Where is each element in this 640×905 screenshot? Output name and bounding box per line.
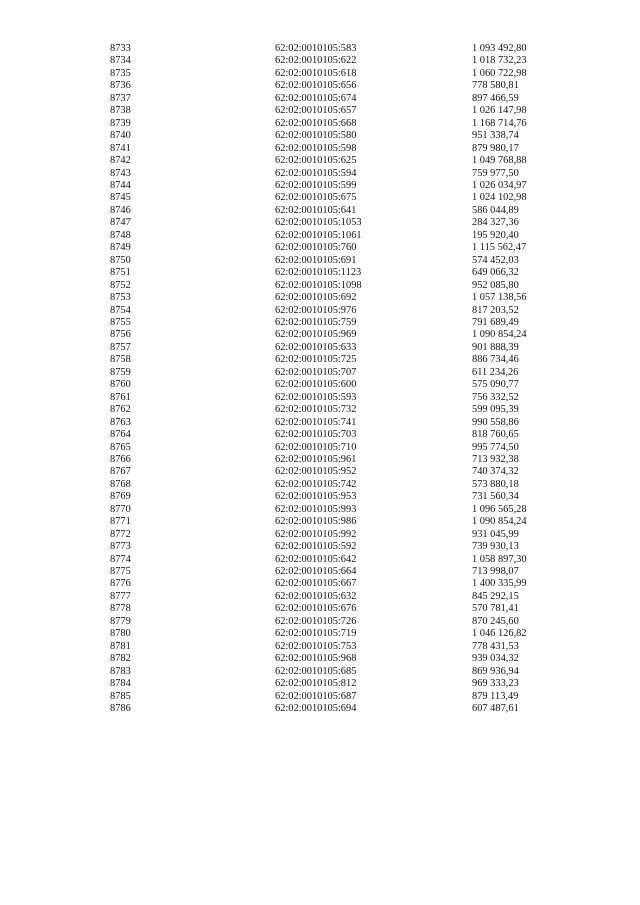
row-number-cell: 8786 — [110, 703, 131, 715]
table-row — [110, 280, 562, 292]
cadastral-number-cell: 62:02:0010105:676 — [275, 603, 357, 615]
row-number-cell: 8769 — [110, 491, 131, 503]
cadastral-number-cell: 62:02:0010105:725 — [275, 354, 357, 366]
cadastral-number-cell: 62:02:0010105:1098 — [275, 279, 362, 291]
row-number-cell: 8755 — [110, 316, 131, 328]
row-number-cell: 8739 — [110, 117, 131, 129]
cadastral-number-cell: 62:02:0010105:618 — [275, 67, 357, 79]
cadastral-value-cell: 1 060 722,98 — [472, 67, 527, 79]
row-number-cell: 8781 — [110, 640, 131, 652]
cadastral-value-cell: 586 044,89 — [472, 204, 519, 216]
row-number-cell: 8783 — [110, 665, 131, 677]
cadastral-number-cell: 62:02:0010105:675 — [275, 192, 357, 204]
cadastral-value-cell: 791 689,49 — [472, 316, 519, 328]
table-row — [110, 192, 562, 204]
row-number-cell: 8737 — [110, 92, 131, 104]
table-row — [110, 653, 562, 665]
cadastral-value-cell: 739 930,13 — [472, 541, 519, 553]
cadastral-value-cell: 817 203,52 — [472, 304, 519, 316]
cadastral-number-cell: 62:02:0010105:580 — [275, 130, 357, 142]
row-number-cell: 8782 — [110, 653, 131, 665]
table-row — [110, 80, 562, 92]
row-number-cell: 8778 — [110, 603, 131, 615]
row-number-cell: 8754 — [110, 304, 131, 316]
row-number-cell: 8743 — [110, 167, 131, 179]
row-number-cell: 8747 — [110, 217, 131, 229]
cadastral-value-cell: 607 487,61 — [472, 703, 519, 715]
cadastral-number-cell: 62:02:0010105:641 — [275, 204, 357, 216]
cadastral-value-cell: 740 374,32 — [472, 466, 519, 478]
cadastral-number-cell: 62:02:0010105:674 — [275, 92, 357, 104]
cadastral-value-cell: 845 292,15 — [472, 590, 519, 602]
cadastral-value-cell: 1 018 732,23 — [472, 55, 527, 67]
cadastral-number-cell: 62:02:0010105:710 — [275, 441, 357, 453]
row-number-cell: 8744 — [110, 179, 131, 191]
row-number-cell: 8766 — [110, 453, 131, 465]
cadastral-value-cell: 879 980,17 — [472, 142, 519, 154]
cadastral-number-cell: 62:02:0010105:952 — [275, 466, 357, 478]
row-number-cell: 8785 — [110, 690, 131, 702]
cadastral-number-cell: 62:02:0010105:667 — [275, 578, 357, 590]
row-number-cell: 8736 — [110, 80, 131, 92]
cadastral-number-cell: 62:02:0010105:1061 — [275, 229, 362, 241]
cadastral-number-cell: 62:02:0010105:993 — [275, 503, 357, 515]
row-number-cell: 8745 — [110, 192, 131, 204]
table-row — [110, 379, 562, 391]
cadastral-number-cell: 62:02:0010105:719 — [275, 628, 357, 640]
row-number-cell: 8741 — [110, 142, 131, 154]
table-row — [110, 591, 562, 603]
cadastral-number-cell: 62:02:0010105:664 — [275, 566, 357, 578]
cadastral-number-cell: 62:02:0010105:625 — [275, 155, 357, 167]
cadastral-number-cell: 62:02:0010105:759 — [275, 316, 357, 328]
row-number-cell: 8774 — [110, 553, 131, 565]
table-row — [110, 516, 562, 528]
table-row — [110, 205, 562, 217]
cadastral-number-cell: 62:02:0010105:961 — [275, 453, 357, 465]
cadastral-number-cell: 62:02:0010105:741 — [275, 416, 357, 428]
table-row — [110, 93, 562, 105]
cadastral-number-cell: 62:02:0010105:583 — [275, 43, 357, 54]
row-number-cell: 8750 — [110, 254, 131, 266]
table-row — [110, 529, 562, 541]
cadastral-value-cell: 778 580,81 — [472, 80, 519, 92]
cadastral-number-cell: 62:02:0010105:687 — [275, 690, 357, 702]
cadastral-number-cell: 62:02:0010105:592 — [275, 541, 357, 553]
cadastral-number-cell: 62:02:0010105:969 — [275, 329, 357, 341]
table-row — [110, 554, 562, 566]
cadastral-number-cell: 62:02:0010105:685 — [275, 665, 357, 677]
table-row — [110, 479, 562, 491]
row-number-cell: 8777 — [110, 590, 131, 602]
cadastral-number-cell: 62:02:0010105:707 — [275, 366, 357, 378]
cadastral-value-cell: 1 049 768,88 — [472, 155, 527, 167]
cadastral-value-cell: 931 045,99 — [472, 528, 519, 540]
row-number-cell: 8738 — [110, 105, 131, 117]
table-row — [110, 442, 562, 454]
cadastral-value-cell: 1 024 102,98 — [472, 192, 527, 204]
table-row — [110, 55, 562, 67]
cadastral-value-cell: 952 085,80 — [472, 279, 519, 291]
cadastral-value-cell: 570 781,41 — [472, 603, 519, 615]
cadastral-value-cell: 575 090,77 — [472, 379, 519, 391]
cadastral-number-cell: 62:02:0010105:633 — [275, 341, 357, 353]
table-row — [110, 230, 562, 242]
table-row — [110, 329, 562, 341]
cadastral-value-cell: 573 880,18 — [472, 478, 519, 490]
cadastral-number-cell: 62:02:0010105:598 — [275, 142, 357, 154]
cadastral-value-cell: 1 057 138,56 — [472, 292, 527, 304]
cadastral-value-cell: 969 333,23 — [472, 678, 519, 690]
cadastral-value-cell: 879 113,49 — [472, 690, 519, 702]
row-number-cell: 8762 — [110, 404, 131, 416]
table-row — [110, 641, 562, 653]
table-row — [110, 168, 562, 180]
cadastral-number-cell: 62:02:0010105:668 — [275, 117, 357, 129]
row-number-cell: 8733 — [110, 43, 131, 54]
table-body — [110, 43, 562, 715]
row-number-cell: 8740 — [110, 130, 131, 142]
table-row — [110, 43, 562, 55]
table-row — [110, 217, 562, 229]
table-row — [110, 466, 562, 478]
table-row — [110, 180, 562, 192]
cadastral-value-cell: 195 920,40 — [472, 229, 519, 241]
cadastral-value-cell: 951 338,74 — [472, 130, 519, 142]
cadastral-value-cell: 901 888,39 — [472, 341, 519, 353]
cadastral-value-cell: 756 332,52 — [472, 391, 519, 403]
cadastral-value-cell: 1 058 897,30 — [472, 553, 527, 565]
table-row — [110, 566, 562, 578]
table-row — [110, 255, 562, 267]
row-number-cell: 8734 — [110, 55, 131, 67]
cadastral-value-cell: 897 466,59 — [472, 92, 519, 104]
table-row — [110, 703, 562, 715]
table-row — [110, 541, 562, 553]
cadastral-number-cell: 62:02:0010105:753 — [275, 640, 357, 652]
row-number-cell: 8759 — [110, 366, 131, 378]
table-row — [110, 130, 562, 142]
cadastral-value-cell: 1 168 714,76 — [472, 117, 527, 129]
cadastral-value-cell: 1 090 854,24 — [472, 329, 527, 341]
table-row — [110, 578, 562, 590]
cadastral-number-cell: 62:02:0010105:692 — [275, 292, 357, 304]
table-row — [110, 429, 562, 441]
table-row — [110, 691, 562, 703]
row-number-cell: 8756 — [110, 329, 131, 341]
cadastral-value-table — [110, 43, 562, 715]
row-number-cell: 8761 — [110, 391, 131, 403]
row-number-cell: 8748 — [110, 229, 131, 241]
row-number-cell: 8770 — [110, 503, 131, 515]
row-number-cell: 8760 — [110, 379, 131, 391]
row-number-cell: 8771 — [110, 516, 131, 528]
cadastral-value-cell: 649 066,32 — [472, 267, 519, 279]
table-row — [110, 603, 562, 615]
cadastral-value-cell: 995 774,50 — [472, 441, 519, 453]
row-number-cell: 8749 — [110, 242, 131, 254]
table-row — [110, 342, 562, 354]
row-number-cell: 8758 — [110, 354, 131, 366]
table-row — [110, 68, 562, 80]
cadastral-number-cell: 62:02:0010105:599 — [275, 179, 357, 191]
row-number-cell: 8776 — [110, 578, 131, 590]
row-number-cell: 8763 — [110, 416, 131, 428]
row-number-cell: 8772 — [110, 528, 131, 540]
row-number-cell: 8746 — [110, 204, 131, 216]
cadastral-value-cell: 1 026 147,98 — [472, 105, 527, 117]
table-row — [110, 678, 562, 690]
cadastral-value-cell: 1 115 562,47 — [472, 242, 527, 254]
row-number-cell: 8753 — [110, 292, 131, 304]
cadastral-value-cell: 818 760,65 — [472, 429, 519, 441]
cadastral-value-cell: 1 090 854,24 — [472, 516, 527, 528]
table-row — [110, 305, 562, 317]
row-number-cell: 8775 — [110, 566, 131, 578]
table-row — [110, 354, 562, 366]
row-number-cell: 8784 — [110, 678, 131, 690]
table-row — [110, 317, 562, 329]
table-row — [110, 417, 562, 429]
cadastral-number-cell: 62:02:0010105:656 — [275, 80, 357, 92]
cadastral-value-cell: 284 327,36 — [472, 217, 519, 229]
cadastral-value-cell: 1 093 492,80 — [472, 43, 527, 54]
table-row — [110, 267, 562, 279]
cadastral-number-cell: 62:02:0010105:593 — [275, 391, 357, 403]
row-number-cell: 8765 — [110, 441, 131, 453]
row-number-cell: 8735 — [110, 67, 131, 79]
cadastral-number-cell: 62:02:0010105:953 — [275, 491, 357, 503]
table-row — [110, 292, 562, 304]
cadastral-value-cell: 778 431,53 — [472, 640, 519, 652]
cadastral-value-cell: 611 234,26 — [472, 366, 519, 378]
cadastral-number-cell: 62:02:0010105:968 — [275, 653, 357, 665]
cadastral-number-cell: 62:02:0010105:760 — [275, 242, 357, 254]
cadastral-number-cell: 62:02:0010105:600 — [275, 379, 357, 391]
cadastral-value-cell: 599 095,39 — [472, 404, 519, 416]
cadastral-value-cell: 731 560,34 — [472, 491, 519, 503]
table-row — [110, 504, 562, 516]
cadastral-number-cell: 62:02:0010105:1123 — [275, 267, 362, 279]
row-number-cell: 8768 — [110, 478, 131, 490]
row-number-cell: 8767 — [110, 466, 131, 478]
cadastral-value-cell: 1 096 565,28 — [472, 503, 527, 515]
cadastral-number-cell: 62:02:0010105:812 — [275, 678, 357, 690]
cadastral-number-cell: 62:02:0010105:657 — [275, 105, 357, 117]
cadastral-number-cell: 62:02:0010105:986 — [275, 516, 357, 528]
cadastral-value-cell: 713 998,07 — [472, 566, 519, 578]
row-number-cell: 8742 — [110, 155, 131, 167]
table-row — [110, 404, 562, 416]
cadastral-number-cell: 62:02:0010105:622 — [275, 55, 357, 67]
cadastral-number-cell: 62:02:0010105:732 — [275, 404, 357, 416]
cadastral-value-cell: 886 734,46 — [472, 354, 519, 366]
cadastral-value-cell: 1 026 034,97 — [472, 179, 527, 191]
cadastral-number-cell: 62:02:0010105:1053 — [275, 217, 362, 229]
table-row — [110, 367, 562, 379]
row-number-cell: 8757 — [110, 341, 131, 353]
cadastral-number-cell: 62:02:0010105:632 — [275, 590, 357, 602]
cadastral-value-cell: 990 558,86 — [472, 416, 519, 428]
cadastral-number-cell: 62:02:0010105:703 — [275, 429, 357, 441]
row-number-cell: 8752 — [110, 279, 131, 291]
table-row — [110, 143, 562, 155]
table-row — [110, 155, 562, 167]
row-number-cell: 8773 — [110, 541, 131, 553]
cadastral-value-cell: 939 034,32 — [472, 653, 519, 665]
table-row — [110, 454, 562, 466]
table-row — [110, 628, 562, 640]
cadastral-value-cell: 574 452,03 — [472, 254, 519, 266]
table-row — [110, 491, 562, 503]
cadastral-number-cell: 62:02:0010105:642 — [275, 553, 357, 565]
cadastral-value-cell: 713 932,38 — [472, 453, 519, 465]
cadastral-number-cell: 62:02:0010105:992 — [275, 528, 357, 540]
cadastral-value-cell: 869 936,94 — [472, 665, 519, 677]
cadastral-number-cell: 62:02:0010105:691 — [275, 254, 357, 266]
table-row — [110, 105, 562, 117]
cadastral-number-cell: 62:02:0010105:742 — [275, 478, 357, 490]
cadastral-value-cell: 759 977,50 — [472, 167, 519, 179]
cadastral-number-cell: 62:02:0010105:594 — [275, 167, 357, 179]
table-row — [110, 666, 562, 678]
row-number-cell: 8779 — [110, 615, 131, 627]
table-row — [110, 242, 562, 254]
table-row — [110, 392, 562, 404]
table-row — [110, 616, 562, 628]
cadastral-value-cell: 870 245,60 — [472, 615, 519, 627]
table-row — [110, 118, 562, 130]
row-number-cell: 8751 — [110, 267, 131, 279]
cadastral-value-cell: 1 400 335,99 — [472, 578, 527, 590]
cadastral-number-cell: 62:02:0010105:726 — [275, 615, 357, 627]
cadastral-number-cell: 62:02:0010105:694 — [275, 703, 357, 715]
cadastral-value-cell: 1 046 126,82 — [472, 628, 527, 640]
cadastral-number-cell: 62:02:0010105:976 — [275, 304, 357, 316]
row-number-cell: 8764 — [110, 429, 131, 441]
row-number-cell: 8780 — [110, 628, 131, 640]
